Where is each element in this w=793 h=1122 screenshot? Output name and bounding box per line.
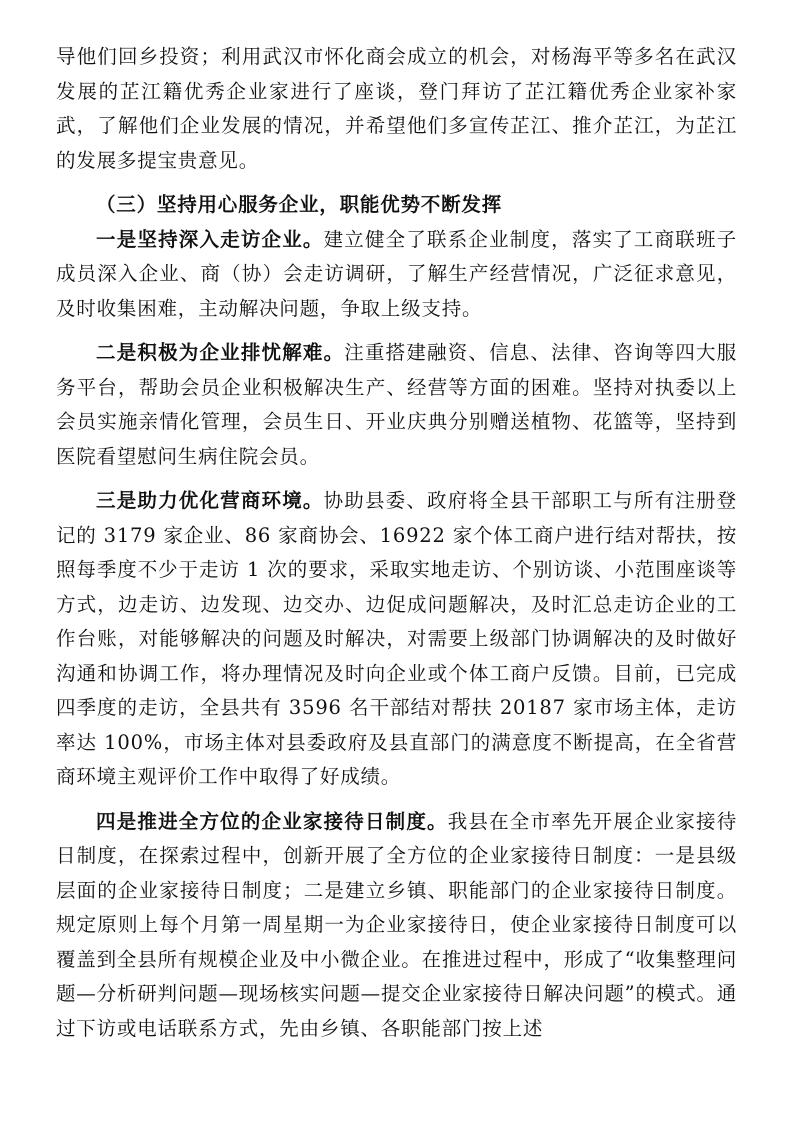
item-paragraph-1 — [56, 223, 737, 327]
item-lead: 三是助力优化营商环境。 — [96, 489, 324, 512]
item-text: 我县在全市率先开展企业家接待日制度，在探索过程中，创新开展了全方位的企业家接待日制度：一是县级层面的企业家接待日制度；二是建立乡镇、职能部门的企业家接待日制度。规定原则上每个月第一周星期一为企业家接待日，使企业家接待日制度可以覆盖到全县所有规模企业及中小微企业。在推进过程中，形成了“收集整理问题—分析研判问题—现场核实问题—提交企业家接待日解决问题”的模式。通过下访或电话联系方式，先由乡镇、各职能部门按上述 — [56, 809, 737, 1040]
item-text: 建立健全了联系企业制度，落实了工商联班子成员深入企业、商（协）会走访调研，了解生产经营情况，广泛征求意见，及时收集困难，主动解决问题，争取上级支持。 — [56, 227, 737, 320]
document-page — [56, 40, 737, 1056]
item-lead: 一是坚持深入走访企业。 — [96, 227, 324, 251]
item-paragraph-4 — [56, 805, 737, 1047]
paragraph-continuation — [56, 40, 737, 178]
item-paragraph-2 — [56, 336, 737, 474]
paragraph-text: 导他们回乡投资；利用武汉市怀化商会成立的机会，对杨海平等多名在武汉发展的芷江籍优秀企业家进行了座谈，登门拜访了芷江籍优秀企业家补家武，了解他们企业发展的情况，并希望他们多宣传芷江、推介芷江，为芷江的发展多提宝贵意见。 — [56, 45, 737, 172]
item-paragraph-3 — [56, 484, 737, 795]
item-text: 协助县委、政府将全县干部职工与所有注册登记的 3179 家企业、86 家商协会、16922 家个体工商户进行结对帮扶，按照每季度不少于走访 1 次的要求，采取实地走访、个别访谈、小范围座谈等方式，边走访、边发现、边交办、边促成问题解决，及时汇总走访企业的工作台账，对能够解决的问题及时解决，对需要上级部门协调解决的及时做好沟通和协调工作，将办理情况及时向企业或个体工商户反馈。目前，已完成四季度的走访，全县共有 3596 名干部结对帮扶 20187 家市场主体，走访率达 100%，市场主体对县委政府及县直部门的满意度不断提高，在全省营商环境主观评价工作中取得了好成绩。 — [56, 489, 737, 788]
item-lead: 二是积极为企业排忧解难。 — [96, 341, 345, 364]
section-heading: （三）坚持用心服务企业，职能优势不断发挥 — [96, 193, 503, 216]
item-lead: 四是推进全方位的企业家接待日制度。 — [96, 809, 448, 833]
item-text: 注重搭建融资、信息、法律、咨询等四大服务平台，帮助会员企业积极解决生产、经营等方面的困难。坚持对执委以上会员实施亲情化管理，会员生日、开业庆典分别赠送植物、花篮等，坚持到医院看望慰问生病住院会员。 — [56, 341, 737, 468]
